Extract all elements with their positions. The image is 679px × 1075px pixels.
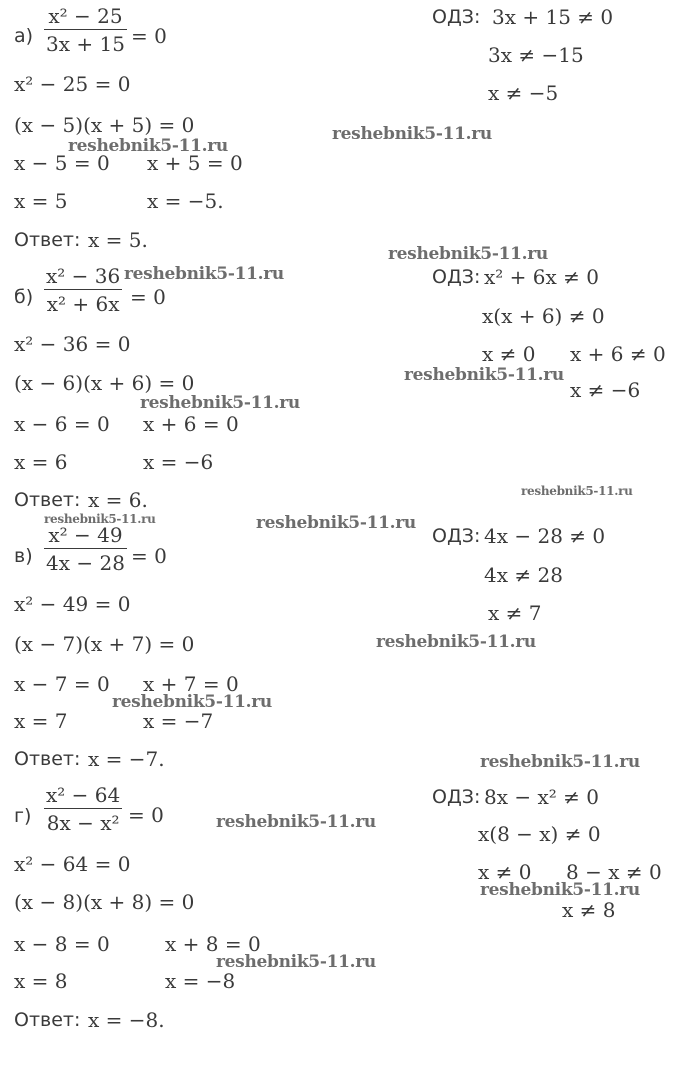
part-c-odz-2: 4x ≠ 28 [484, 563, 563, 587]
fraction-numerator: x² − 49 [48, 523, 123, 547]
part-d-odz-1: 8x − x² ≠ 0 [484, 785, 599, 809]
watermark: reshebnik5-11.ru [332, 124, 492, 144]
part-d-odz-3b: 8 − x ≠ 0 [566, 860, 662, 884]
part-a-line-4b: x = −5. [147, 189, 224, 213]
part-c-line-4b: x = −7 [143, 709, 214, 733]
part-d-line-4b: x = −8 [165, 969, 236, 993]
fraction-denominator: 3x + 15 [46, 32, 125, 56]
fraction-bar [44, 808, 122, 809]
watermark: reshebnik5-11.ru [68, 136, 228, 156]
part-d-odz-4: x ≠ 8 [562, 898, 616, 922]
part-b-odz-label: ОДЗ: [432, 266, 481, 288]
fraction-denominator: 4x − 28 [46, 551, 125, 575]
part-b-fraction [44, 264, 122, 316]
watermark: reshebnik5-11.ru [480, 752, 640, 772]
part-c-line-4a: x = 7 [14, 709, 68, 733]
part-b-label: б) [14, 286, 34, 308]
part-c-equals: = 0 [131, 544, 167, 568]
part-d-answer-label: Ответ: [14, 1009, 81, 1031]
part-a-answer-label: Ответ: [14, 229, 81, 251]
watermark: reshebnik5-11.ru [404, 365, 564, 385]
part-d-equals: = 0 [128, 803, 164, 827]
watermark: reshebnik5-11.ru [124, 264, 284, 284]
part-b-equals: = 0 [130, 285, 166, 309]
part-d-fraction [44, 783, 122, 835]
part-c-label: в) [14, 545, 33, 567]
part-c-line-3b: x + 7 = 0 [143, 672, 239, 696]
part-d-label: г) [14, 805, 32, 827]
part-a-odz-label: ОДЗ: [432, 6, 481, 28]
part-b-line-1: x² − 36 = 0 [14, 332, 131, 356]
part-c-odz-label: ОДЗ: [432, 525, 481, 547]
part-c-odz-1: 4x − 28 ≠ 0 [484, 524, 606, 548]
part-a-fraction [44, 4, 127, 56]
fraction-bar [44, 29, 127, 30]
part-a-answer: x = 5. [88, 228, 148, 252]
part-d-line-2: (x − 8)(x + 8) = 0 [14, 890, 195, 914]
part-a-label: а) [14, 25, 34, 47]
part-d-line-3b: x + 8 = 0 [165, 932, 261, 956]
fraction-numerator: x² − 25 [48, 4, 123, 28]
part-d-line-4a: x = 8 [14, 969, 68, 993]
watermark: reshebnik5-11.ru [388, 244, 548, 264]
part-c-line-3a: x − 7 = 0 [14, 672, 110, 696]
part-a-line-3a: x − 5 = 0 [14, 151, 110, 175]
fraction-denominator: x² + 6x [46, 292, 120, 316]
part-a-line-4a: x = 5 [14, 189, 68, 213]
part-d-answer: x = −8. [88, 1008, 165, 1032]
part-b-odz-4: x ≠ −6 [570, 378, 641, 402]
fraction-numerator: x² − 36 [46, 264, 121, 288]
part-b-answer: x = 6. [88, 488, 148, 512]
fraction-bar [44, 289, 122, 290]
part-b-odz-1: x² + 6x ≠ 0 [484, 265, 599, 289]
part-b-odz-3b: x + 6 ≠ 0 [570, 342, 666, 366]
part-c-line-2: (x − 7)(x + 7) = 0 [14, 632, 195, 656]
part-c-line-1: x² − 49 = 0 [14, 592, 131, 616]
part-d-line-3a: x − 8 = 0 [14, 932, 110, 956]
fraction-denominator: 8x − x² [46, 811, 120, 835]
watermark: reshebnik5-11.ru [216, 812, 376, 832]
part-a-line-3b: x + 5 = 0 [147, 151, 243, 175]
watermark: reshebnik5-11.ru [112, 692, 272, 712]
part-b-line-3a: x − 6 = 0 [14, 412, 110, 436]
part-b-line-4b: x = −6 [143, 450, 214, 474]
part-c-answer-label: Ответ: [14, 748, 81, 770]
part-b-line-2: (x − 6)(x + 6) = 0 [14, 371, 195, 395]
part-d-line-1: x² − 64 = 0 [14, 852, 131, 876]
part-a-line-1: x² − 25 = 0 [14, 72, 131, 96]
watermark: reshebnik5-11.ru [216, 952, 376, 972]
part-a-odz-1: 3x + 15 ≠ 0 [492, 5, 614, 29]
part-d-odz-2: x(8 − x) ≠ 0 [478, 822, 601, 846]
part-c-answer: x = −7. [88, 747, 165, 771]
fraction-bar [44, 548, 127, 549]
part-d-odz-label: ОДЗ: [432, 786, 481, 808]
part-a-odz-3: x ≠ −5 [488, 81, 559, 105]
watermark: reshebnik5-11.ru [44, 512, 156, 526]
part-b-line-3b: x + 6 = 0 [143, 412, 239, 436]
part-d-odz-3a: x ≠ 0 [478, 860, 532, 884]
watermark: reshebnik5-11.ru [480, 880, 640, 900]
watermark: reshebnik5-11.ru [256, 513, 416, 533]
part-c-odz-3: x ≠ 7 [488, 601, 542, 625]
part-b-answer-label: Ответ: [14, 489, 81, 511]
part-b-line-4a: x = 6 [14, 450, 68, 474]
part-a-equals: = 0 [131, 24, 167, 48]
watermark: reshebnik5-11.ru [376, 632, 536, 652]
part-b-odz-3a: x ≠ 0 [482, 342, 536, 366]
watermark: reshebnik5-11.ru [140, 393, 300, 413]
watermark: reshebnik5-11.ru [521, 484, 633, 498]
part-b-odz-2: x(x + 6) ≠ 0 [482, 304, 605, 328]
part-c-fraction [44, 523, 127, 575]
part-a-odz-2: 3x ≠ −15 [488, 43, 584, 67]
fraction-numerator: x² − 64 [46, 783, 121, 807]
part-a-line-2: (x − 5)(x + 5) = 0 [14, 113, 195, 137]
